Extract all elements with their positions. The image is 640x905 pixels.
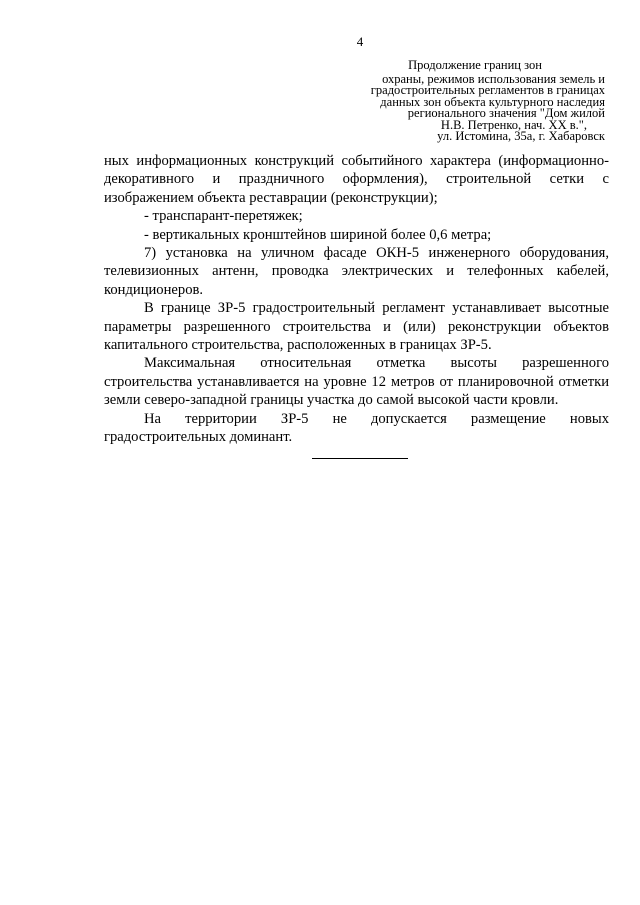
body-list-item: - транспарант-перетяжек;	[144, 208, 303, 225]
header-line: охраны, режимов использования земель и	[382, 71, 605, 86]
header-line: ул. Истомина, 35а, г. Хабаровск	[437, 129, 605, 143]
header-line: Продолжение границ зон	[408, 58, 542, 72]
header-line: регионального значения "Дом жилой	[407, 106, 605, 120]
header-line: Н.В. Петренко, нач. XX в.",	[440, 117, 587, 132]
body-paragraph: 7) установка на уличном фасаде ОКН-5 инженерного оборудования, телевизионных антенн, проводка электрических и телефонных кабелей, кондиционеров.	[104, 245, 609, 298]
page-number: 4	[356, 34, 364, 49]
end-of-text-rule	[312, 458, 408, 459]
body-paragraph: ных информационных конструкций событийного характера (информационно-декоративного и праздничного оформления), строительной сетки с изображением объекта реставрации (реконструкции);	[104, 153, 609, 206]
header-line: градостроительных регламентов в границах	[370, 83, 605, 97]
document-header	[345, 60, 605, 143]
body-list-item: - вертикальных кронштейнов шириной более 0,6 метра;	[144, 226, 492, 243]
header-line: данных зон объекта культурного наследия	[380, 94, 605, 109]
body-paragraph: В границе ЗР-5 градостроительный регламент устанавливает высотные параметры разрешенного строительства и (или) реконструкции объектов капитального строительства, расположенных в границах ЗР-5.	[104, 300, 609, 354]
document-body	[104, 152, 609, 447]
body-paragraph: На территории ЗР-5 не допускается размещение новых градостроительных доминант.	[104, 410, 609, 446]
body-paragraph: Максимальная относительная отметка высоты разрешенного строительства устанавливается на уровне 12 метров от планировочной отметки земли северо-западной границы участка до самой высокой части кровли.	[104, 355, 609, 409]
